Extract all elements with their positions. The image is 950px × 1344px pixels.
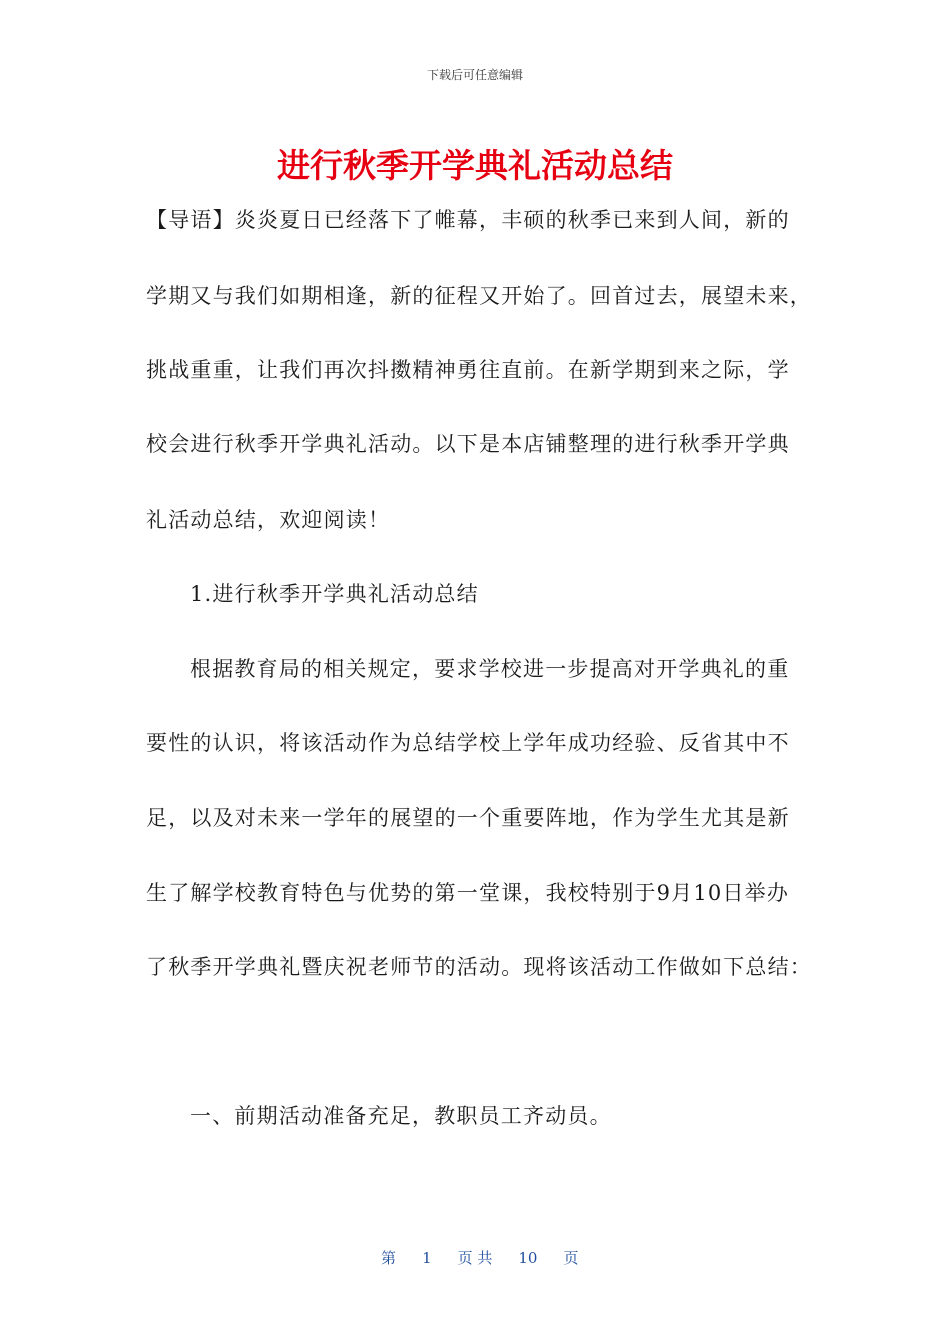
header-note: 下载后可任意编辑 (426, 68, 523, 82)
footer-prefix: 第 (381, 1249, 397, 1267)
paragraph-line: 要性的认识，将该活动作为总结学校上学年成功经验、反省其中不 (146, 731, 790, 755)
page-footer (0, 1229, 950, 1268)
paragraph-line: 足，以及对未来一学年的展望的一个重要阵地，作为学生尤其是新 (146, 806, 790, 830)
document-title: 进行秋季开学典礼活动总结 (277, 146, 673, 185)
paragraph-line: 根据教育局的相关规定，要求学校进一步提高对开学典礼的重 (190, 657, 790, 681)
footer-suffix: 页 (563, 1249, 579, 1267)
footer-middle: 页 共 (457, 1249, 493, 1267)
section-heading: 1.进行秋季开学典礼活动总结 (190, 582, 479, 606)
paragraph-line: 生了解学校教育特色与优势的第一堂课，我校特别于9月10日举办 (146, 881, 790, 905)
paragraph-line: 校会进行秋季开学典礼活动。以下是本店铺整理的进行秋季开学典 (146, 432, 790, 456)
paragraph-line: 了秋季开学典礼暨庆祝老师节的活动。现将该活动工作做如下总结： (146, 955, 812, 979)
current-page-number: 1 (422, 1249, 432, 1267)
paragraph-line: 【导语】炎炎夏日已经落下了帷幕，丰硕的秋季已来到人间，新的 (146, 208, 790, 232)
paragraph-line: 礼活动总结，欢迎阅读！ (146, 508, 391, 532)
paragraph-line: 挑战重重，让我们再次抖擞精神勇往直前。在新学期到来之际，学 (146, 358, 790, 382)
paragraph-line: 学期又与我们如期相逢，新的征程又开始了。回首过去，展望未来， (146, 284, 812, 308)
subsection-heading: 一、前期活动准备充足，教职员工齐动员。 (190, 1104, 612, 1128)
total-pages-number: 10 (518, 1249, 538, 1267)
